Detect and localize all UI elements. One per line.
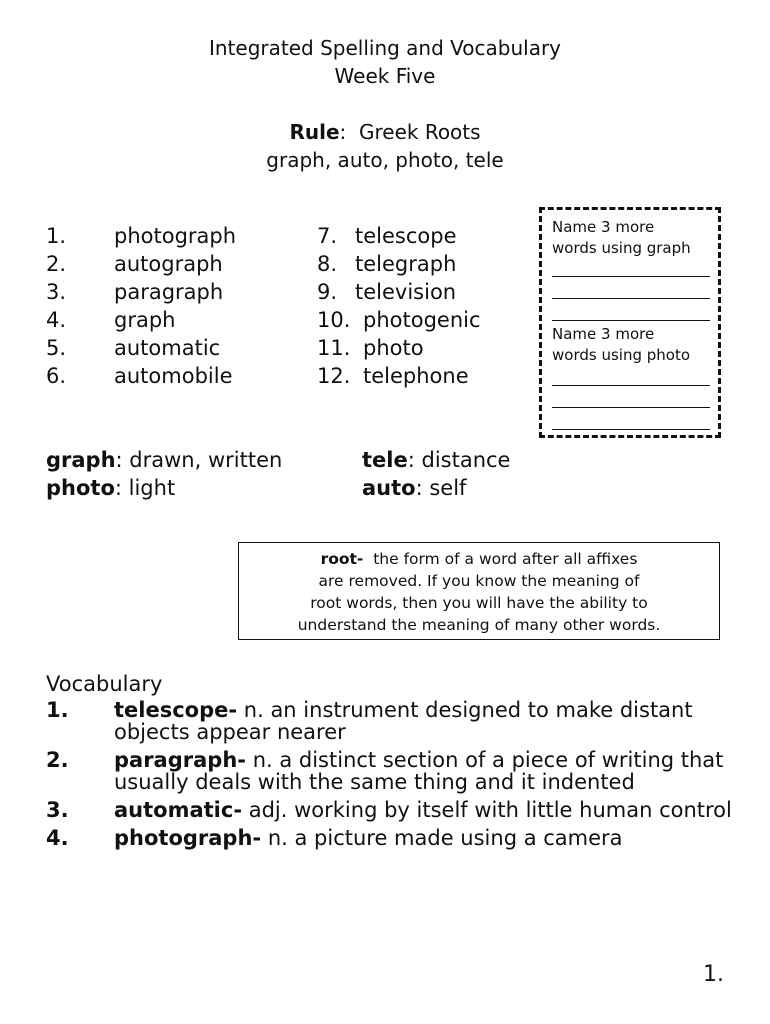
list-item: [46, 250, 296, 278]
vocab-definition: adj. working by itself with little human control: [248, 798, 732, 822]
vocab-number: 2.: [46, 748, 69, 772]
item-word: telegraph: [355, 252, 457, 276]
item-number: 10.: [317, 308, 351, 332]
list-item: [317, 250, 532, 278]
item-word: photo: [363, 336, 424, 360]
definition-text: the form of a word after all affixes: [373, 550, 638, 568]
rule-separator: :: [339, 120, 347, 144]
root-term: photo: [46, 476, 115, 500]
item-number: 2.: [46, 252, 67, 276]
item-word: graph: [114, 308, 176, 332]
root-term: graph: [46, 448, 116, 472]
list-item: [46, 222, 296, 250]
vocab-item: [46, 799, 756, 821]
vocab-entry: [114, 749, 756, 793]
list-item: [317, 222, 532, 250]
vocab-item: [46, 699, 756, 743]
list-item: [46, 306, 296, 334]
vocab-definition: n. a distinct section of a piece of writing that usually deals with the same thing and it indented: [114, 748, 724, 794]
vocab-item: [46, 827, 756, 849]
definition-line-2: are removed. If you know the meaning of: [318, 572, 640, 590]
vocab-term: paragraph-: [114, 748, 246, 772]
spelling-list-left: [46, 222, 296, 390]
vocabulary-heading: Vocabulary: [46, 672, 163, 696]
document-title: Integrated Spelling and Vocabulary: [208, 36, 562, 60]
definition-line-1: [239, 548, 719, 570]
item-number: 5.: [46, 336, 67, 360]
answer-line[interactable]: [552, 385, 710, 386]
answer-line[interactable]: [552, 407, 710, 408]
roots-line: graph, auto, photo, tele: [266, 148, 504, 172]
item-word: telescope: [355, 224, 457, 248]
list-item: [317, 278, 532, 306]
page-number: 1.: [703, 962, 724, 987]
definition-line-3: root words, then you will have the ability to: [310, 594, 648, 612]
root-definition-box: [238, 542, 720, 640]
item-number: 11.: [317, 336, 351, 360]
list-item: [317, 362, 532, 390]
vocabulary-list: [46, 699, 756, 855]
vocab-number: 4.: [46, 826, 69, 850]
root-definition: : light: [114, 476, 176, 500]
root-term: tele: [362, 448, 408, 472]
graph-prompt-line1: Name 3 more: [552, 218, 655, 236]
vocab-entry: [114, 827, 756, 849]
vocab-definition: n. a picture made using a camera: [267, 826, 623, 850]
root-meaning-graph: [46, 446, 282, 474]
item-word: television: [355, 280, 457, 304]
answer-line[interactable]: [552, 298, 710, 299]
photo-prompt: [552, 324, 690, 366]
root-definition: : self: [415, 476, 467, 500]
week-label: Week Five: [334, 64, 436, 88]
root-meaning-tele: [362, 446, 510, 474]
item-number: 1.: [46, 224, 67, 248]
item-number: 7.: [317, 224, 338, 248]
root-definition: : distance: [407, 448, 511, 472]
item-number: 4.: [46, 308, 67, 332]
list-item: [317, 306, 532, 334]
answer-line[interactable]: [552, 429, 710, 430]
item-number: 3.: [46, 280, 67, 304]
item-word: paragraph: [114, 280, 224, 304]
vocab-term: automatic-: [114, 798, 243, 822]
answer-line[interactable]: [552, 320, 710, 321]
graph-prompt: [552, 217, 691, 259]
list-item: [317, 334, 532, 362]
item-word: photograph: [114, 224, 237, 248]
rule-line: [0, 118, 770, 147]
definition-term: root-: [320, 550, 364, 568]
vocab-term: telescope-: [114, 698, 238, 722]
spelling-list-right: [317, 222, 532, 390]
item-word: automobile: [114, 364, 233, 388]
vocab-item: [46, 749, 756, 793]
list-item: [46, 278, 296, 306]
vocab-number: 1.: [46, 698, 69, 722]
root-term: auto: [362, 476, 416, 500]
rule-label: Rule: [289, 120, 340, 144]
item-number: 6.: [46, 364, 67, 388]
photo-prompt-line2: words using photo: [552, 346, 691, 364]
vocab-entry: [114, 699, 756, 743]
item-word: photogenic: [363, 308, 481, 332]
root-meaning-photo: [46, 474, 175, 502]
list-item: [46, 334, 296, 362]
answer-line[interactable]: [552, 276, 710, 277]
root-meaning-auto: [362, 474, 466, 502]
vocab-term: photograph-: [114, 826, 262, 850]
rule-value: Greek Roots: [358, 120, 481, 144]
graph-prompt-line2: words using graph: [552, 239, 691, 257]
vocab-number: 3.: [46, 798, 69, 822]
photo-prompt-line1: Name 3 more: [552, 325, 655, 343]
definition-line-4: understand the meaning of many other words.: [297, 616, 661, 634]
item-number: 12.: [317, 364, 351, 388]
item-number: 8.: [317, 252, 338, 276]
vocab-entry: [114, 799, 756, 821]
item-word: telephone: [363, 364, 469, 388]
item-word: autograph: [114, 252, 223, 276]
extra-words-box: [539, 207, 721, 438]
item-number: 9.: [317, 280, 338, 304]
item-word: automatic: [114, 336, 221, 360]
root-definition: : drawn, written: [115, 448, 283, 472]
vocab-definition: n. an instrument designed to make distant objects appear nearer: [114, 698, 693, 744]
list-item: [46, 362, 296, 390]
